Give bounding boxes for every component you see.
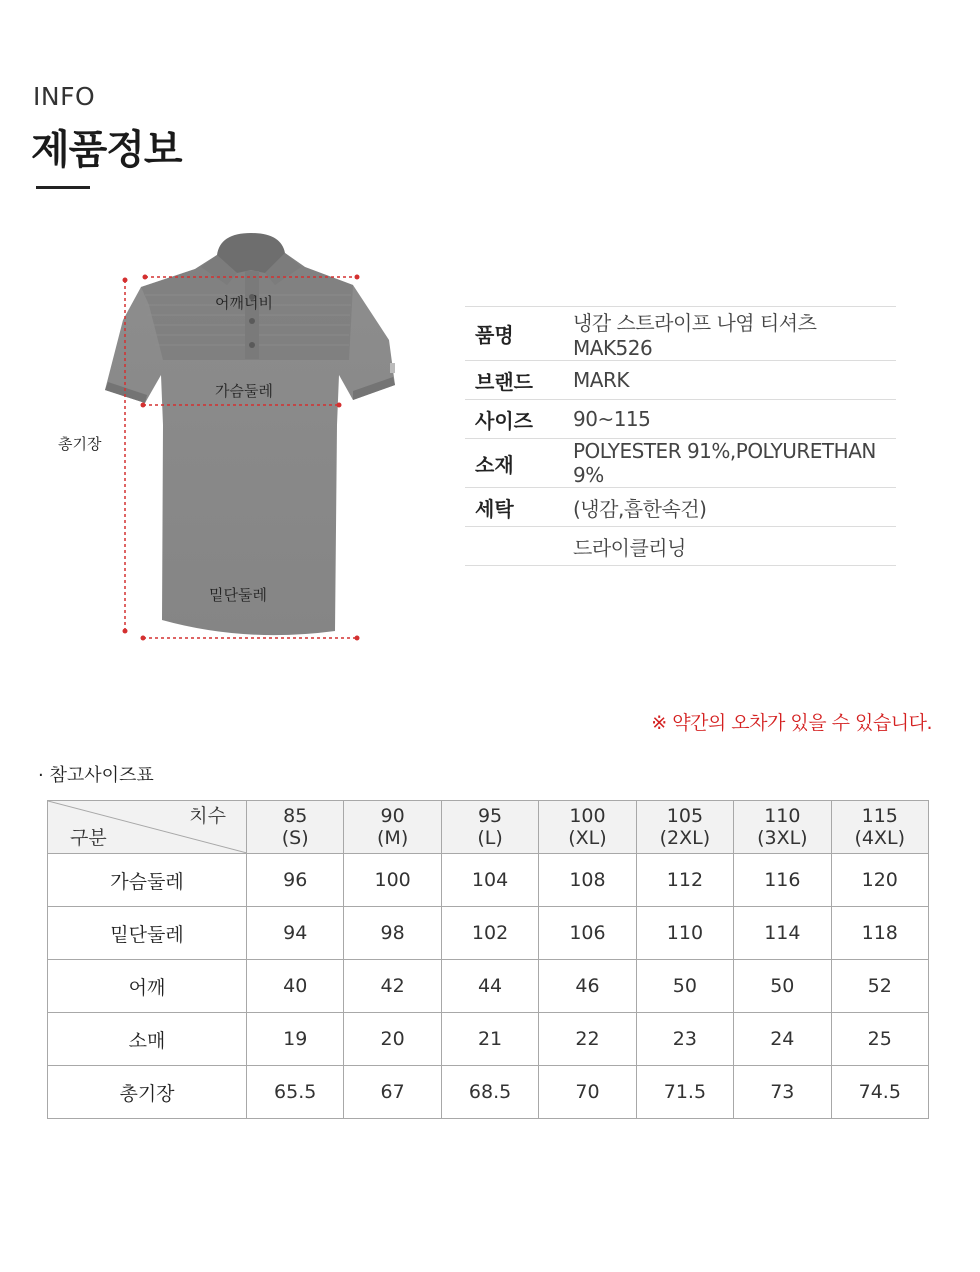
shirt-diagram — [95, 225, 415, 645]
table-cell: 21 — [441, 1013, 538, 1066]
table-cell: 42 — [344, 960, 441, 1013]
table-cell: 110 — [636, 907, 733, 960]
table-cell: 67 — [344, 1066, 441, 1119]
table-cell: 108 — [539, 854, 636, 907]
table-cell: 71.5 — [636, 1066, 733, 1119]
size-chart-table — [47, 800, 929, 1119]
size-number: 90 — [380, 805, 405, 827]
size-chart-heading: · 참고사이즈표 — [38, 765, 154, 786]
notice-text: ※ 약간의 오차가 있을 수 있습니다. — [651, 712, 932, 734]
hem-label: 밑단둘레 — [209, 586, 267, 604]
info-key: 브랜드 — [465, 361, 573, 400]
table-cell: 73 — [734, 1066, 831, 1119]
size-number: 100 — [569, 805, 606, 827]
size-column-header — [441, 801, 538, 854]
info-label: INFO — [33, 82, 96, 111]
chest-label: 가슴둘레 — [215, 382, 273, 400]
table-cell: 65.5 — [247, 1066, 344, 1119]
shoulder-label: 어깨너비 — [215, 294, 273, 312]
info-key: 사이즈 — [465, 400, 573, 439]
table-cell: 50 — [636, 960, 733, 1013]
size-letter: (XL) — [568, 827, 607, 849]
info-key — [465, 527, 573, 566]
table-row — [48, 854, 929, 907]
info-row-size — [465, 400, 896, 439]
length-label: 총기장 — [58, 435, 102, 453]
row-label: 밑단둘레 — [48, 907, 247, 960]
size-letter: (M) — [377, 827, 409, 849]
info-key: 소재 — [465, 439, 573, 488]
size-column-header — [539, 801, 636, 854]
info-value: 드라이클리닝 — [573, 527, 896, 566]
size-letter: (L) — [477, 827, 503, 849]
table-cell: 106 — [539, 907, 636, 960]
size-letter: (4XL) — [854, 827, 906, 849]
product-info-table — [465, 306, 896, 566]
size-column-header — [636, 801, 733, 854]
info-value: POLYESTER 91%,POLYURETHAN 9% — [573, 439, 896, 488]
size-header-row — [48, 801, 929, 854]
table-row — [48, 1013, 929, 1066]
size-number: 110 — [764, 805, 801, 827]
size-letter: (2XL) — [659, 827, 711, 849]
corner-bottom-label: 구분 — [70, 827, 107, 849]
info-value: 냉감 스트라이프 나염 티셔츠 MAK526 — [573, 307, 896, 361]
table-cell: 98 — [344, 907, 441, 960]
table-cell: 118 — [831, 907, 928, 960]
table-row — [48, 960, 929, 1013]
size-column-header — [344, 801, 441, 854]
row-label: 총기장 — [48, 1066, 247, 1119]
table-cell: 52 — [831, 960, 928, 1013]
table-cell: 102 — [441, 907, 538, 960]
table-cell: 19 — [247, 1013, 344, 1066]
size-column-header — [734, 801, 831, 854]
table-cell: 23 — [636, 1013, 733, 1066]
info-row-brand — [465, 361, 896, 400]
size-column-header — [831, 801, 928, 854]
table-cell: 74.5 — [831, 1066, 928, 1119]
table-cell: 44 — [441, 960, 538, 1013]
table-cell: 50 — [734, 960, 831, 1013]
row-label: 가슴둘레 — [48, 854, 247, 907]
row-label: 소매 — [48, 1013, 247, 1066]
table-cell: 46 — [539, 960, 636, 1013]
table-cell: 116 — [734, 854, 831, 907]
size-letter: (S) — [281, 827, 309, 849]
table-row — [48, 1066, 929, 1119]
table-row — [48, 907, 929, 960]
info-row-name — [465, 307, 896, 361]
table-cell: 112 — [636, 854, 733, 907]
page-title: 제품정보 — [31, 127, 182, 173]
corner-top-label: 치수 — [189, 805, 226, 827]
table-cell: 94 — [247, 907, 344, 960]
size-number: 95 — [477, 805, 503, 827]
size-letter: (3XL) — [757, 827, 808, 849]
size-number: 85 — [283, 805, 308, 827]
table-cell: 114 — [734, 907, 831, 960]
row-label: 어깨 — [48, 960, 247, 1013]
size-number: 105 — [666, 805, 704, 827]
size-column-header — [247, 801, 344, 854]
info-value: (냉감,흡한속건) — [573, 488, 896, 527]
table-cell: 22 — [539, 1013, 636, 1066]
table-cell: 70 — [539, 1066, 636, 1119]
title-divider — [36, 186, 90, 189]
table-cell: 24 — [734, 1013, 831, 1066]
table-cell: 100 — [344, 854, 441, 907]
info-row-wash-detail — [465, 527, 896, 566]
table-cell: 68.5 — [441, 1066, 538, 1119]
table-cell: 20 — [344, 1013, 441, 1066]
table-cell: 104 — [441, 854, 538, 907]
info-value: 90~115 — [573, 400, 896, 439]
size-number: 115 — [861, 805, 898, 827]
info-key: 세탁 — [465, 488, 573, 527]
table-cell: 120 — [831, 854, 928, 907]
info-value: MARK — [573, 361, 896, 400]
table-cell: 25 — [831, 1013, 928, 1066]
size-corner-cell — [48, 801, 247, 854]
info-key: 품명 — [465, 307, 573, 361]
info-row-wash — [465, 488, 896, 527]
table-cell: 96 — [247, 854, 344, 907]
table-cell: 40 — [247, 960, 344, 1013]
info-row-material — [465, 439, 896, 488]
